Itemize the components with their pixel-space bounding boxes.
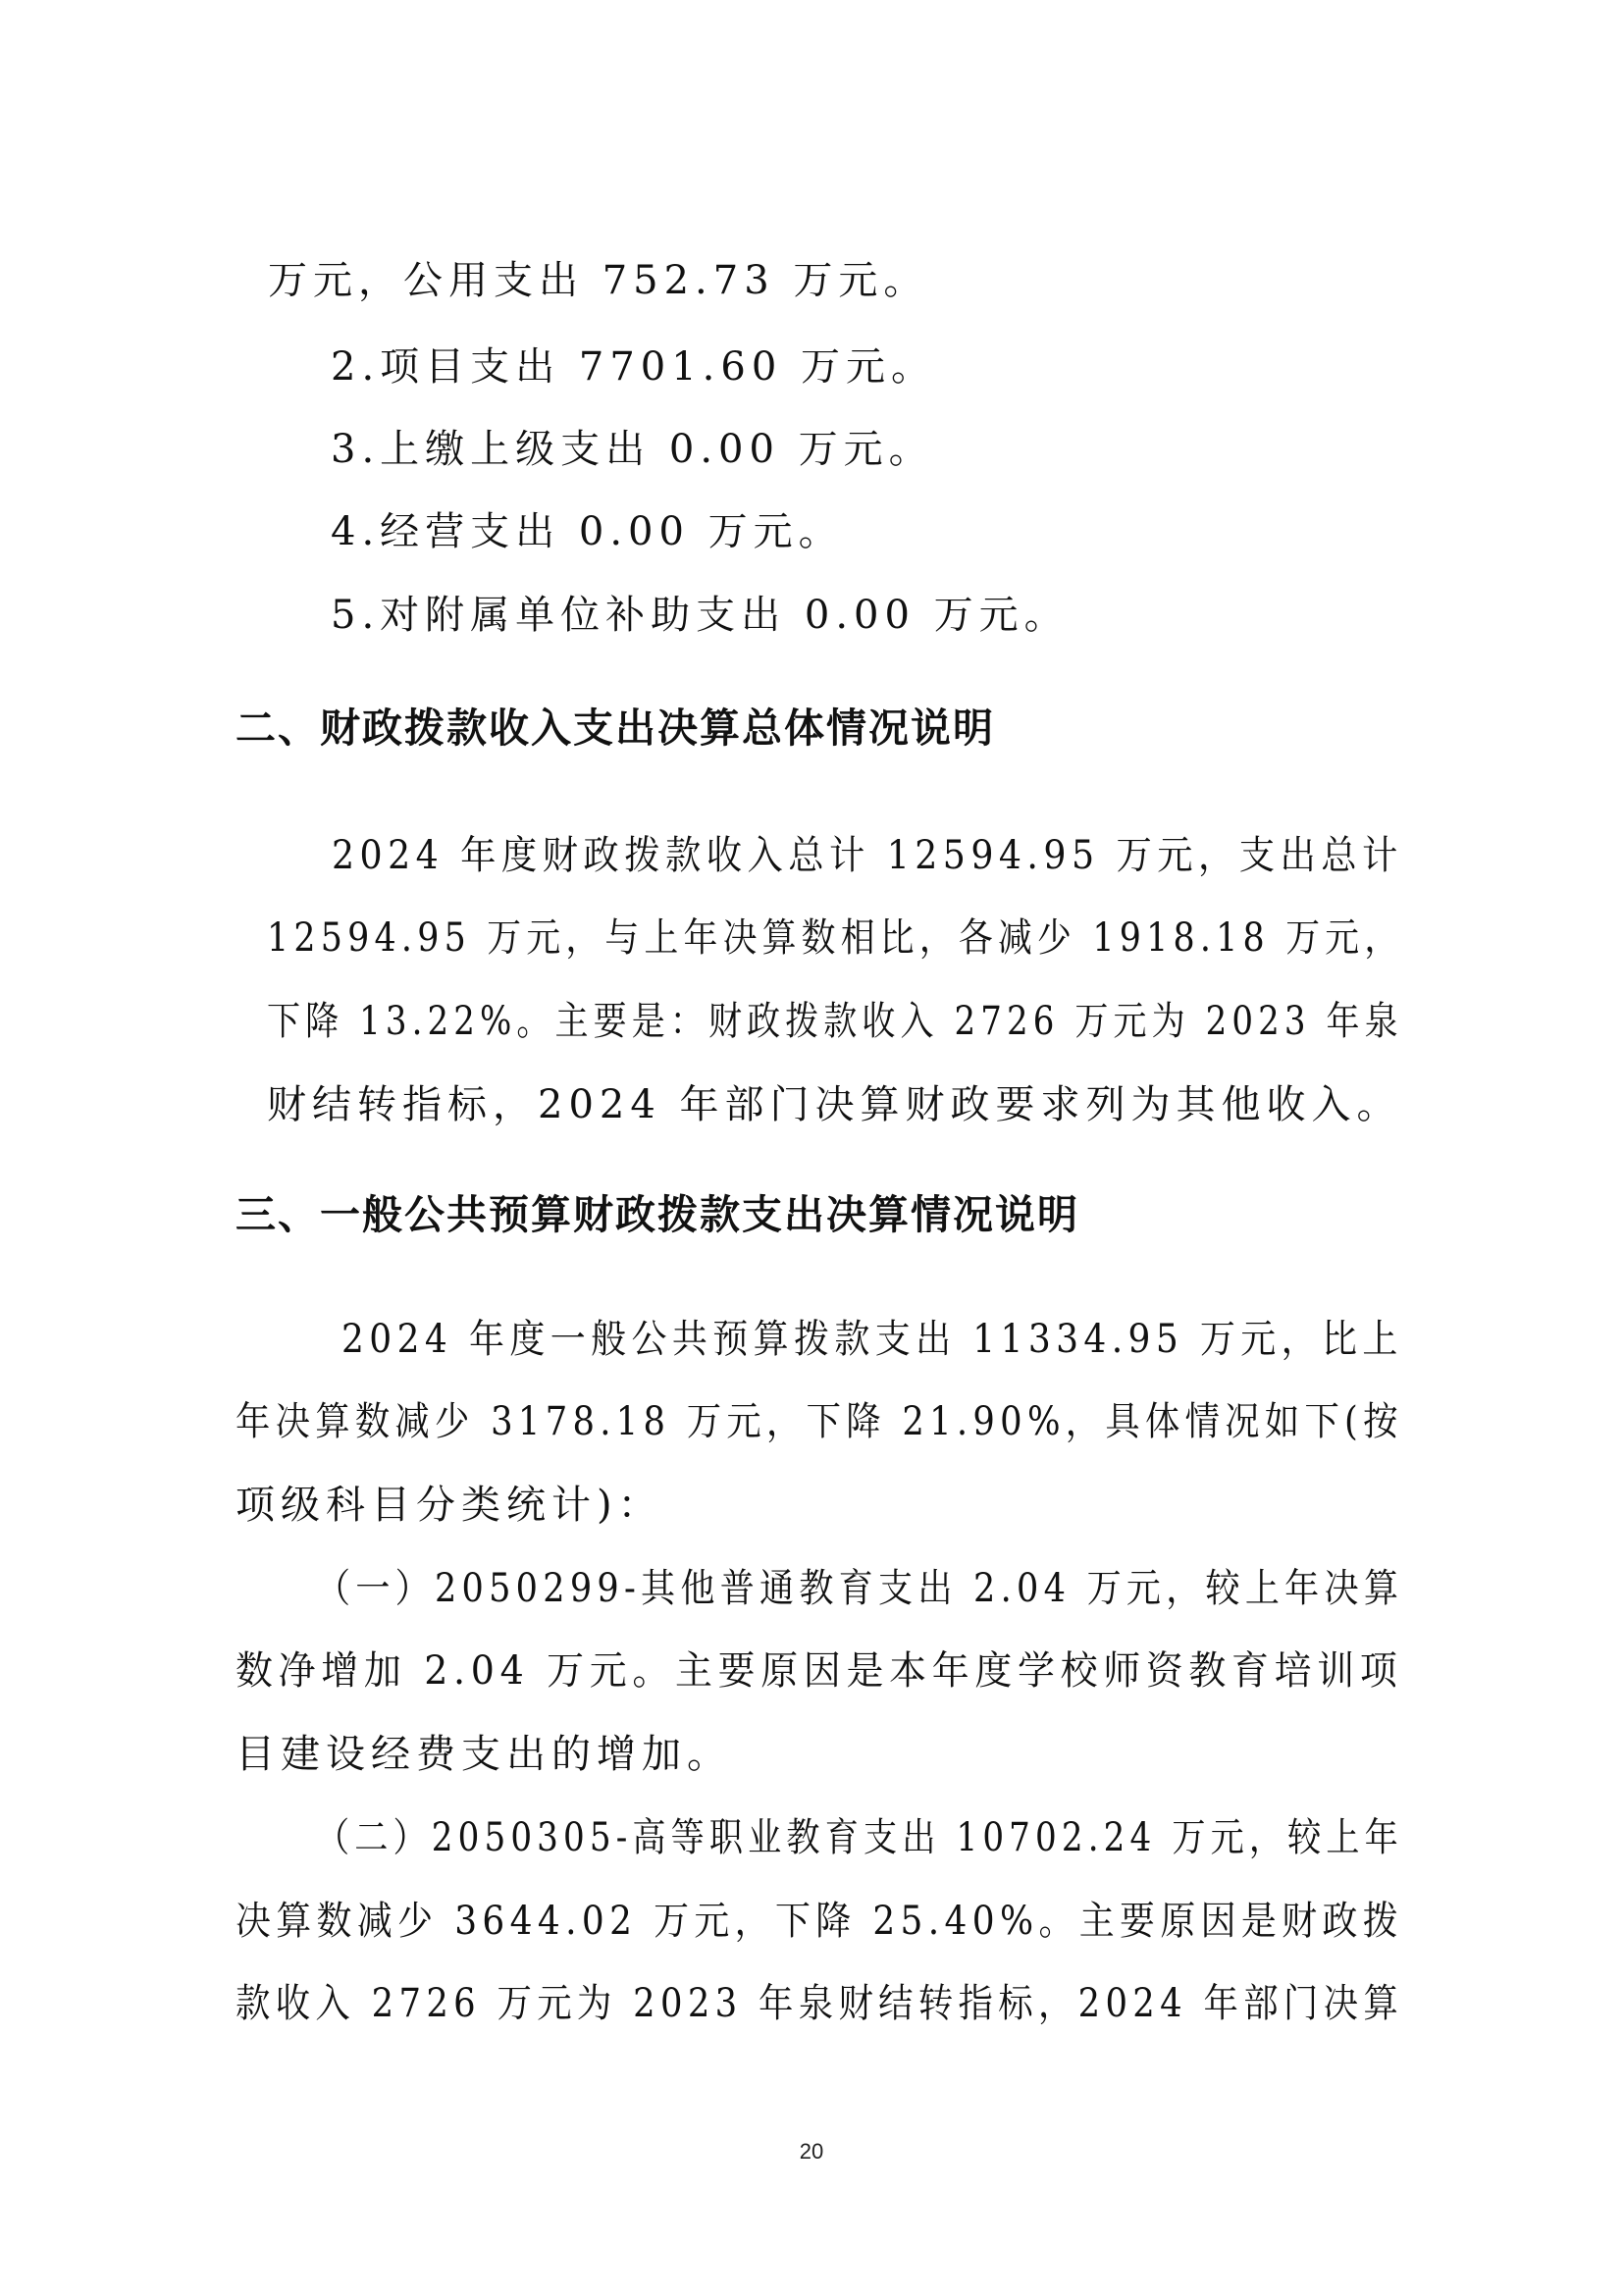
text-line: 4.经营支出 0.00 万元。 — [331, 509, 844, 554]
text-line: （二）2050305-高等职业教育支出 10702.24 万元，较上年 — [316, 1815, 1403, 1860]
text-line: 决算数减少 3644.02 万元，下降 25.40%。主要原因是财政拨 — [236, 1899, 1404, 1944]
text-line: 款收入 2726 万元为 2023 年泉财结转指标，2024 年部门决算 — [236, 1981, 1404, 2026]
text-line: 12594.95 万元，与上年决算数相比，各减少 1918.18 万元， — [267, 915, 1404, 961]
text-line: 下降 13.22%。主要是：财政拨款收入 2726 万元为 2023 年泉 — [267, 999, 1403, 1044]
page-number: 20 — [799, 2139, 824, 2164]
text-line: 万元，公用支出 752.73 万元。 — [268, 258, 929, 303]
section-heading: 三、一般公共预算财政拨款支出决算情况说明 — [236, 1191, 1079, 1238]
text-line: 年决算数减少 3178.18 万元，下降 21.90%，具体情况如下(按 — [236, 1399, 1403, 1444]
text-line: 数净增加 2.04 万元。主要原因是本年度学校师资教育培训项 — [236, 1648, 1403, 1694]
text-line: 目建设经费支出的增加。 — [236, 1732, 732, 1777]
text-line: 项级科目分类统计)： — [236, 1483, 663, 1528]
text-line: 2.项目支出 7701.60 万元。 — [331, 344, 937, 390]
text-line: 财结转指标，2024 年部门决算财政要求列为其他收入。 — [267, 1082, 1402, 1127]
text-line: 5.对附属单位补助支出 0.00 万元。 — [331, 593, 1070, 638]
section-heading: 二、财政拨款收入支出决算总体情况说明 — [236, 704, 995, 752]
text-line: 2024 年度一般公共预算拨款支出 11334.95 万元，比上 — [341, 1317, 1403, 1362]
text-line: 3.上缴上级支出 0.00 万元。 — [331, 427, 934, 472]
text-line: （一）2050299-其他普通教育支出 2.04 万元，较上年决算 — [316, 1566, 1404, 1611]
text-line: 2024 年度财政拨款收入总计 12594.95 万元，支出总计 — [332, 833, 1403, 878]
